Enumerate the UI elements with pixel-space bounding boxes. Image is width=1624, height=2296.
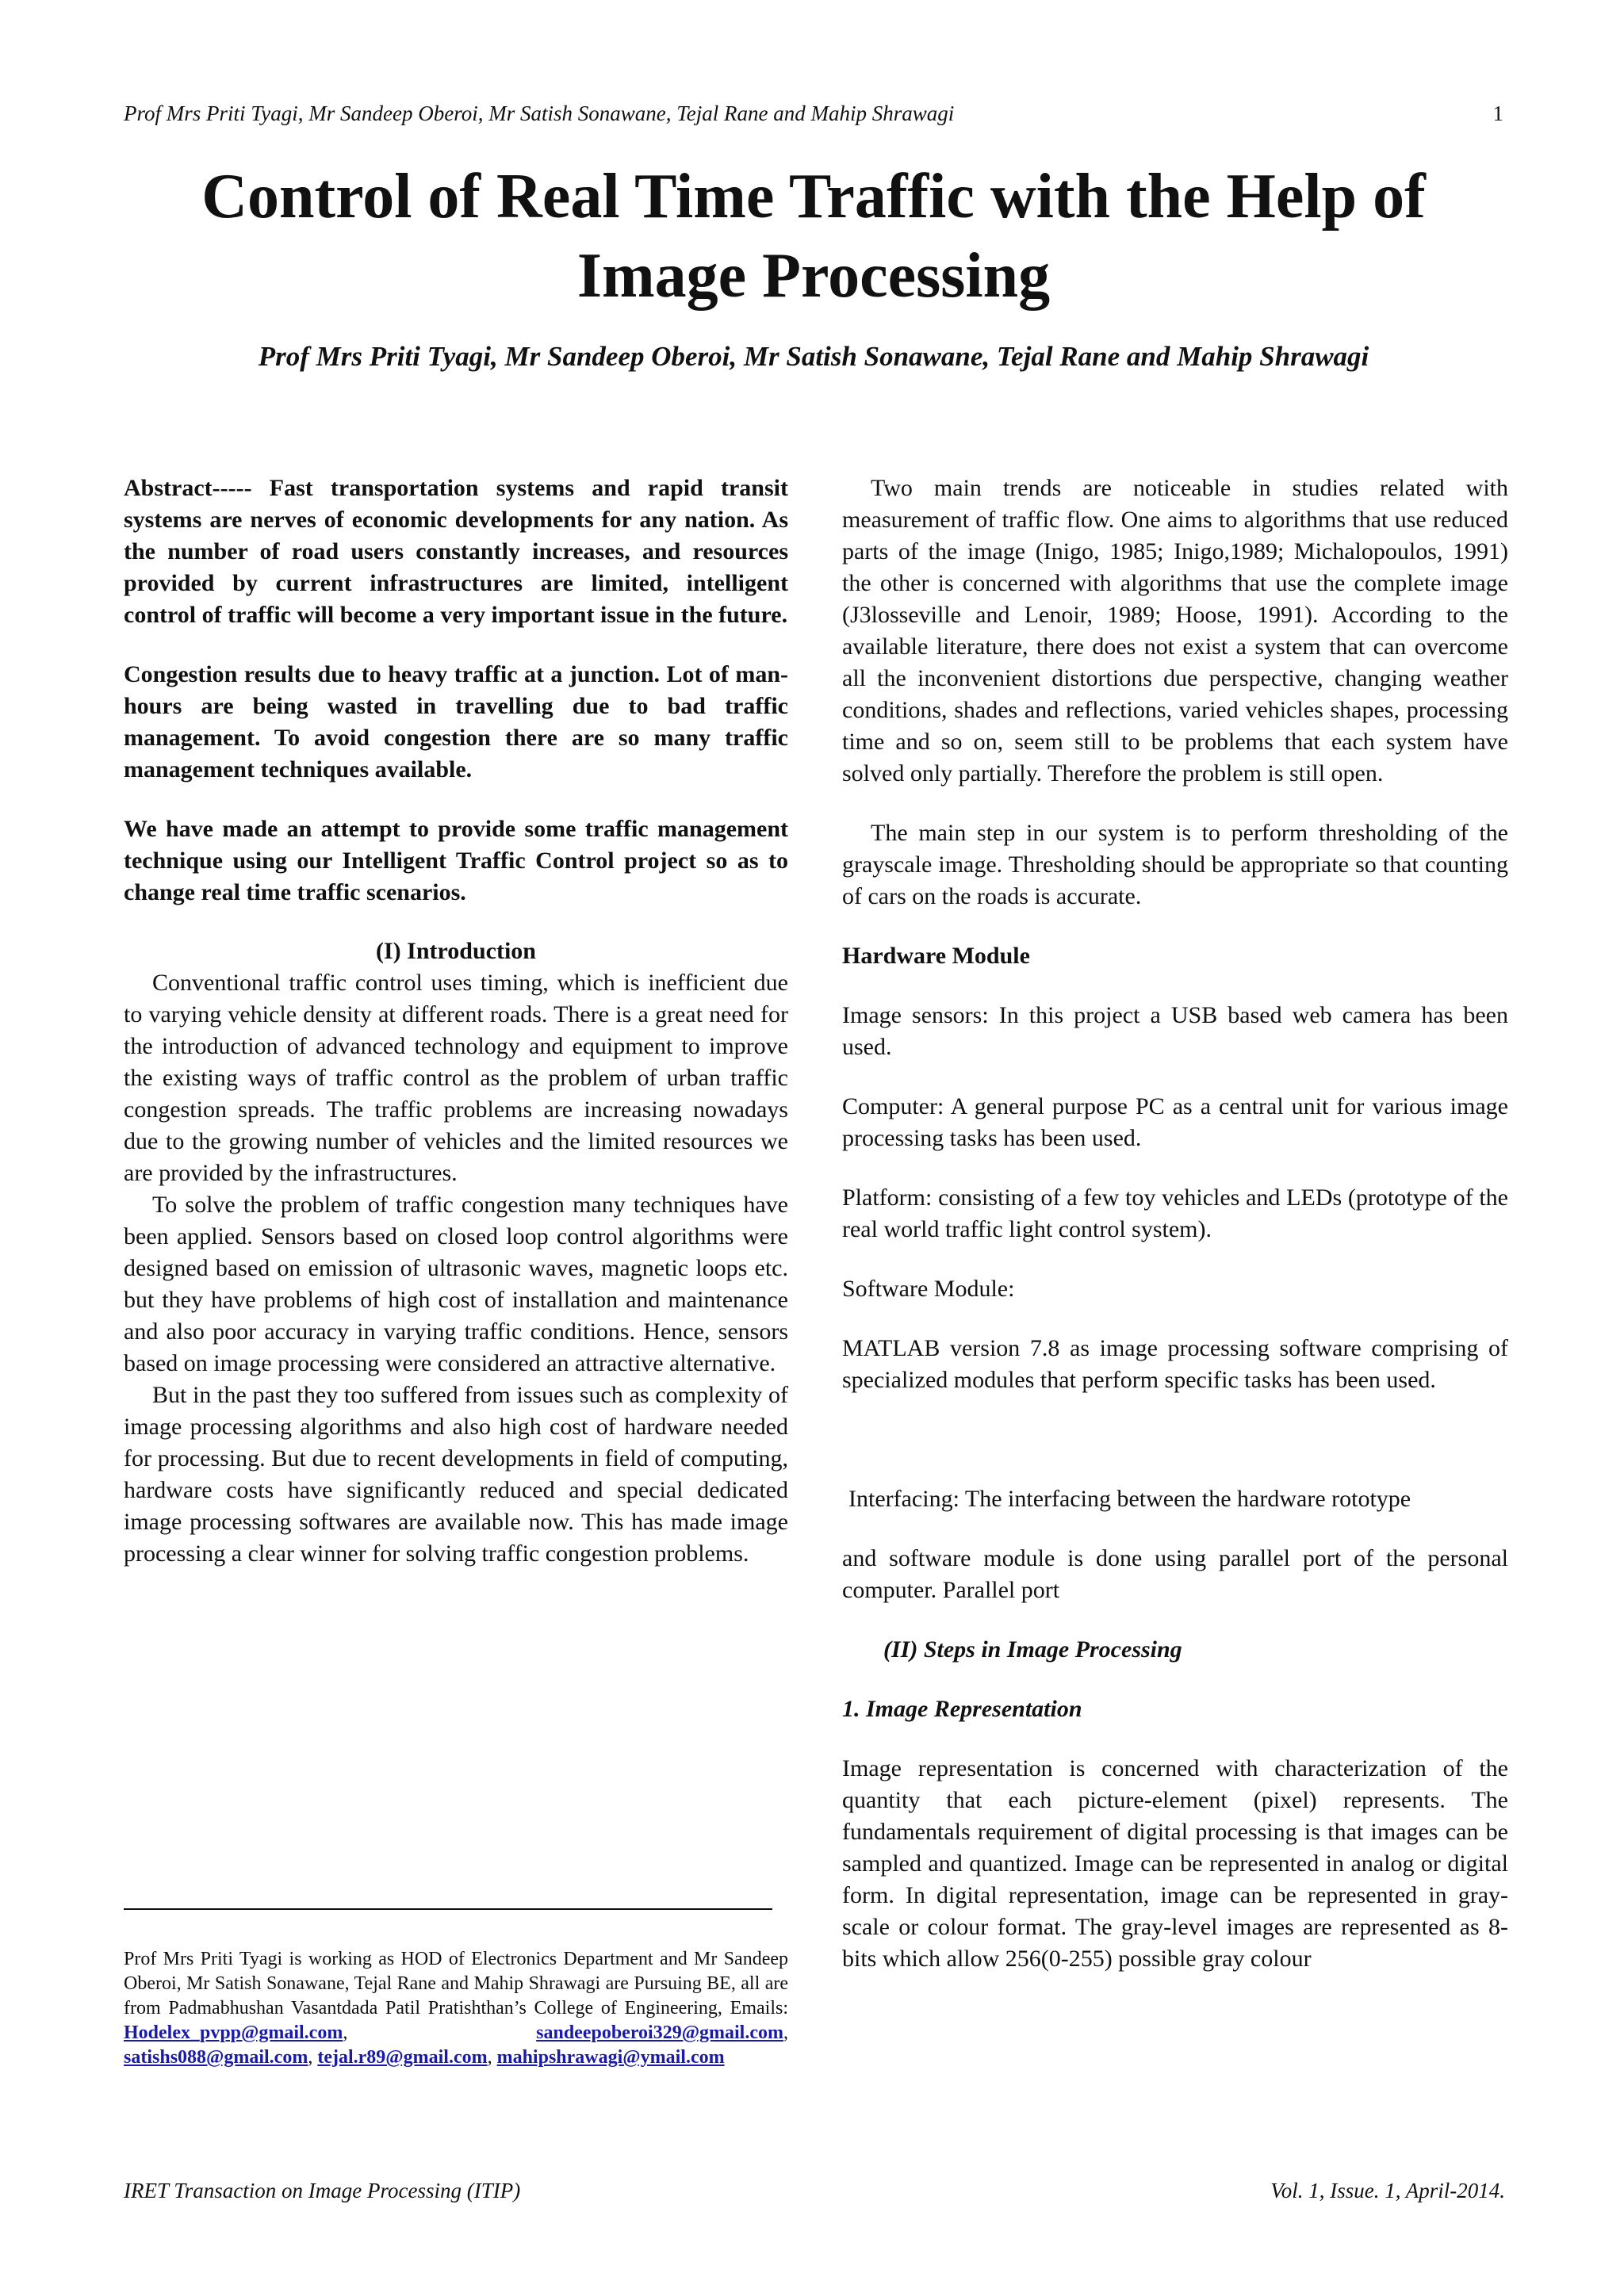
- parallel-port-paragraph: and software module is done using parallel port of the personal computer. Parallel port: [842, 1545, 1508, 1603]
- introduction-paragraph-2: To solve the problem of traffic congestion many techniques have been applied. Sensors based on closed loop control algorithms were designed based on emission of ultrasonic waves, magnetic loops etc. but they have problems of high cost of installation and maintenance and also poor accuracy in varying traffic conditions. Hence, sensors based on image processing were considered an attractive alternative.: [124, 1192, 788, 1376]
- title-line-1: Control of Real Time Traffic with the Help of: [201, 162, 1426, 232]
- page-number: 1: [1492, 101, 1503, 125]
- running-head-authors: Prof Mrs Priti Tyagi, Mr Sandeep Oberoi, Mr Satish Sonawane, Tejal Rane and Mahip Shrawagi: [124, 101, 955, 125]
- email-link-satish[interactable]: satishs088@gmail.com: [124, 2047, 308, 2068]
- email-link-tejal[interactable]: tejal.r89@gmail.com: [317, 2047, 488, 2068]
- image-sensors-paragraph: Image sensors: In this project a USB based web camera has been used.: [842, 1002, 1508, 1060]
- platform-paragraph: Platform: consisting of a few toy vehicles and LEDs (prototype of the real world traffic light control system).: [842, 1184, 1508, 1242]
- email-link-mahip[interactable]: mahipshrawagi@ymail.com: [496, 2047, 725, 2068]
- abstract-paragraph-2: Congestion results due to heavy traffic at a junction. Lot of man-hours are being wasted in travelling due to bad traffic management. To avoid congestion there are so many traffic management techniques available.: [124, 661, 788, 783]
- left-column: [124, 473, 788, 1570]
- software-module-heading: Software Module:: [842, 1276, 1015, 1302]
- steps-heading: (II) Steps in Image Processing: [883, 1636, 1182, 1663]
- paper-title: [124, 157, 1503, 316]
- footnote-divider: [124, 1908, 772, 1910]
- volume-info: Vol. 1, Issue. 1, April-2014.: [1270, 2179, 1505, 2202]
- matlab-paragraph: MATLAB version 7.8 as image processing software comprising of specialized modules that perform specific tasks has been used.: [842, 1335, 1508, 1393]
- author-footnote: Prof Mrs Priti Tyagi is working as HOD of Electronics Department and Mr Sandeep Oberoi, Mr Satish Sonawane, Tejal Rane and Mahip Shrawagi are Pursuing BE, all are from Padmabhushan Vasantdada Patil Pratishthan’s College of Engineering, Emails: Hodelex_pvpp@gmail.com, sandeepoberoi329@gmail.com, satishs088@gmail.com, tejal.r89@gmail.com, mahipshrawagi@ymail.com: [124, 1949, 788, 2068]
- computer-paragraph: Computer: A general purpose PC as a central unit for various image processing tasks has been used.: [842, 1093, 1508, 1151]
- introduction-heading: (I) Introduction: [376, 938, 536, 964]
- email-link-sandeep[interactable]: sandeepoberoi329@gmail.com: [536, 2022, 783, 2043]
- footnote-text: Prof Mrs Priti Tyagi is working as HOD of Electronics Department and Mr Sandeep Oberoi, Mr Satish Sonawane, Tejal Rane and Mahip Shrawagi are Pursuing BE, all are from Padmabhushan Vasantdada Patil Pratishthan’s College of Engineering, Emails:: [124, 1949, 788, 2019]
- journal-name: IRET Transaction on Image Processing (ITIP): [124, 2179, 521, 2202]
- author-list: Prof Mrs Priti Tyagi, Mr Sandeep Oberoi, Mr Satish Sonawane, Tejal Rane and Mahip Shrawagi: [258, 341, 1369, 372]
- image-representation-heading: 1. Image Representation: [842, 1696, 1082, 1722]
- abstract-paragraph-1: Abstract----- Fast transportation systems and rapid transit systems are nerves of economic developments for any nation. As the number of road users constantly increases, and resources provided by current infrastructures are limited, intelligent control of traffic will become a very important issue in the future.: [124, 475, 788, 628]
- introduction-paragraph-3: But in the past they too suffered from issues such as complexity of image processing algorithms and also high cost of hardware needed for processing. But due to recent developments in field of computing, hardware costs have significantly reduced and special dedicated image processing softwares are available now. This has made image processing a clear winner for solving traffic congestion problems.: [124, 1382, 788, 1567]
- title-line-2: Image Processing: [576, 241, 1051, 311]
- introduction-paragraph-1: Conventional traffic control uses timing, which is inefficient due to varying vehicle density at different roads. There is a great need for the introduction of advanced technology and equipment to improve the existing ways of traffic control as the problem of urban traffic congestion spreads. The traffic problems are increasing nowadays due to the growing number of vehicles and the limited resources we are provided by the infrastructures.: [124, 970, 788, 1186]
- hardware-module-heading: Hardware Module: [842, 943, 1030, 969]
- abstract-paragraph-3: We have made an attempt to provide some traffic management technique using our Intelligent Traffic Control project so as to change real time traffic scenarios.: [124, 816, 788, 905]
- email-link-hodelex[interactable]: Hodelex_pvpp@gmail.com: [124, 2022, 343, 2043]
- thresholding-paragraph: The main step in our system is to perform thresholding of the grayscale image. Thresholding should be appropriate so that counting of cars on the roads is accurate.: [842, 820, 1508, 909]
- right-column: [842, 473, 1508, 1975]
- interfacing-paragraph: Interfacing: The interfacing between the hardware rototype: [848, 1486, 1411, 1512]
- traffic-trends-paragraph: Two main trends are noticeable in studies related with measurement of traffic flow. One aims to algorithms that use reduced parts of the image (Inigo, 1985; Inigo,1989; Michalopoulos, 1991) the other is concerned with algorithms that use the complete image (J3losseville and Lenoir, 1989; Hoose, 1991). According to the available literature, there does not exist a system that can overcome all the inconvenient distortions due perspective, changing weather conditions, shades and reflections, varied vehicles shapes, processing time and so on, seem still to be problems that each system have solved only partially. Therefore the problem is still open.: [842, 475, 1508, 786]
- image-representation-paragraph: Image representation is concerned with characterization of the quantity that each picture-element (pixel) represents. The fundamentals requirement of digital processing is that images can be sampled and quantized. Image can be represented in analog or digital form. In digital representation, image can be represented in gray-scale or colour format. The gray-level images are represented as 8-bits which allow 256(0-255) possible gray colour: [842, 1755, 1508, 1972]
- running-head: [124, 100, 1503, 127]
